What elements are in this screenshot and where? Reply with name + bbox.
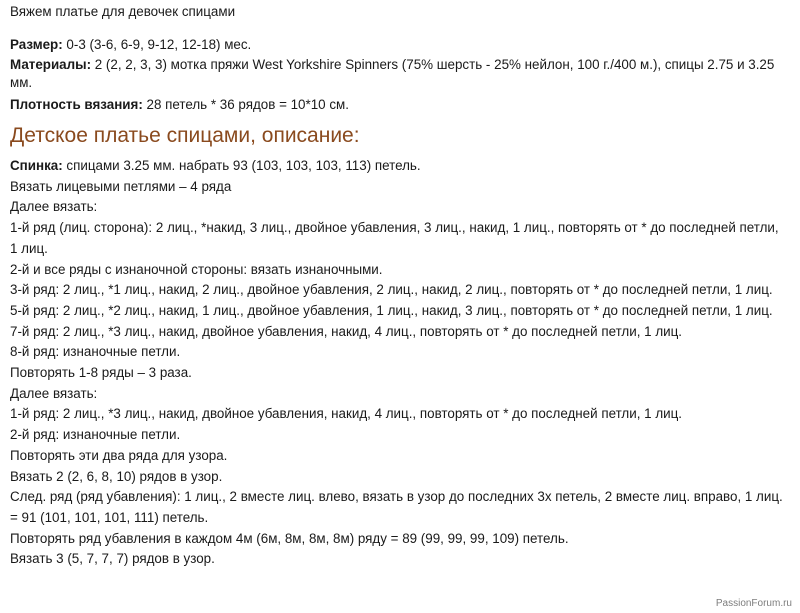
gauge-value: 28 петель * 36 рядов = 10*10 см. (142, 97, 349, 112)
instruction-line: Вязать 3 (5, 7, 7, 7) рядов в узор. (10, 551, 215, 567)
instruction-line: Повторять эти два ряда для узора. (10, 447, 228, 463)
instruction-line: 3-й ряд: 2 лиц., *1 лиц., накид, 2 лиц., двойное убавления, 2 лиц., накид, 2 лиц., повторять от * до последней петли, 1 лиц. (10, 282, 773, 298)
size-label: Размер: (10, 37, 63, 52)
site-watermark: PassionForum.ru (715, 598, 792, 609)
instruction-line: Далее вязать: (10, 199, 98, 215)
gauge-line (10, 96, 780, 114)
instruction-line: 5-й ряд: 2 лиц., *2 лиц., накид, 1 лиц., двойное убавления, 1 лиц., накид, 3 лиц., повторять от * до последней петли, 1 лиц. (10, 302, 773, 318)
page-title: Вяжем платье для девочек спицами (10, 4, 236, 19)
size-value: 0-3 (3-6, 6-9, 9-12, 12-18) мес. (62, 37, 252, 52)
materials-value: 2 (2, 2, 3, 3) мотка пряжи West Yorkshire Spinners (75% шерсть - 25% нейлон, 100 г./400 м.), спицы 2.75 и 3.25 мм. (10, 57, 775, 90)
instruction-line: Повторять 1-8 ряды – 3 раза. (10, 365, 192, 381)
instruction-line: Вязать 2 (2, 6, 8, 10) рядов в узор. (10, 468, 223, 484)
instructions-body (10, 156, 788, 570)
instruction-line: 1-й ряд: 2 лиц., *3 лиц., накид, двойное убавления, накид, 4 лиц., повторять от * до последней петли, 1 лиц. (10, 406, 683, 422)
instruction-line: Повторять ряд убавления в каждом 4м (6м, 8м, 8м, 8м) ряду = 89 (99, 99, 99, 109) петель. (10, 530, 569, 546)
back-label: Спинка: (10, 158, 63, 173)
gauge-label: Плотность вязания: (10, 97, 143, 112)
section-heading: Детское платье спицами, описание: (10, 124, 360, 147)
instruction-line: 2-й и все ряды с изнаночной стороны: вязать изнаночными. (10, 261, 383, 277)
size-line (10, 36, 780, 54)
back-value: спицами 3.25 мм. набрать 93 (103, 103, 103, 113) петель. (62, 158, 421, 173)
back-line (10, 156, 788, 177)
instruction-line: 1-й ряд (лиц. сторона): 2 лиц., *накид, 3 лиц., двойное убавления, 3 лиц., накид, 1 лиц., повторять от * до последней петли, 1 лиц. (10, 220, 779, 256)
instruction-line: Вязать лицевыми петлями – 4 ряда (10, 178, 232, 194)
materials-line (10, 56, 780, 92)
materials-label: Материалы: (10, 57, 92, 72)
instruction-line: Далее вязать: (10, 385, 98, 401)
instruction-line: 8-й ряд: изнаночные петли. (10, 344, 181, 360)
instruction-line: След. ряд (ряд убавления): 1 лиц., 2 вместе лиц. влево, вязать в узор до последних 3х петель, 2 вместе лиц. вправо, 1 лиц. = 91 (101, 101, 101, 111) петель. (10, 489, 783, 525)
instruction-line: 7-й ряд: 2 лиц., *3 лиц., накид, двойное убавления, накид, 4 лиц., повторять от * до последней петли, 1 лиц. (10, 323, 683, 339)
instruction-line: 2-й ряд: изнаночные петли. (10, 427, 181, 443)
